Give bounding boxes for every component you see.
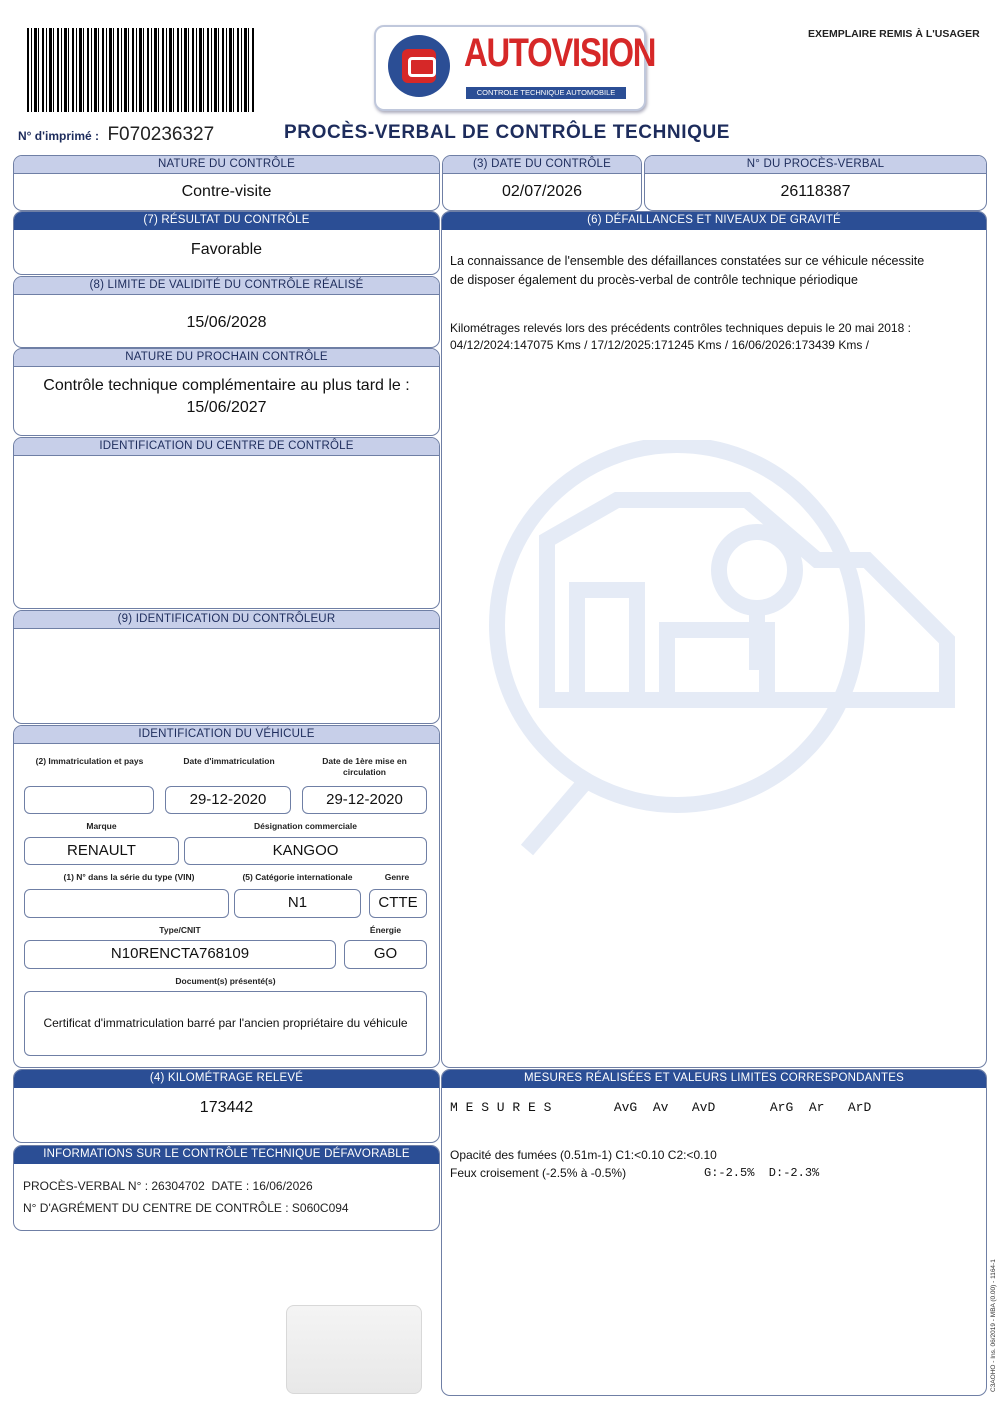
kilometrage-box — [13, 1069, 440, 1143]
copy-note: EXEMPLAIRE REMIS À L'USAGER — [808, 28, 980, 40]
defavorable-line1: PROCÈS-VERBAL N° : 26304702 DATE : 16/06/2026 — [23, 1179, 313, 1193]
controleur-box — [13, 610, 440, 724]
resultat-label: (7) RÉSULTAT DU CONTRÔLE — [14, 212, 439, 230]
logo-name: AUTOVISION — [464, 31, 656, 75]
kilometrage-label: (4) KILOMÉTRAGE RELEVÉ — [14, 1070, 439, 1088]
feux-label: Feux croisement (-2.5% à -0.5%) — [450, 1166, 627, 1180]
categorie-label: (5) Catégorie internationale — [242, 872, 353, 882]
designation-field: KANGOO — [184, 837, 427, 865]
nature-controle-value: Contre-visite — [181, 183, 272, 200]
limite-validite-box — [13, 276, 440, 348]
resultat-box — [13, 211, 440, 275]
document-title: PROCÈS-VERBAL DE CONTRÔLE TECHNIQUE — [284, 122, 731, 143]
nature-controle-box — [13, 155, 440, 211]
energie-field: GO — [344, 940, 427, 969]
kilometrages-line2: 04/12/2024:147075 Kms / 17/12/2025:171245 Kms / 16/06/2026:173439 Kms / — [450, 338, 869, 352]
defavorable-label: INFORMATIONS SUR LE CONTRÔLE TECHNIQUE DÉFAVORABLE — [14, 1146, 439, 1164]
vin-field — [24, 889, 229, 918]
mesures-label: MESURES RÉALISÉES ET VALEURS LIMITES CORRESPONDANTES — [442, 1070, 986, 1088]
stamp-area — [286, 1305, 422, 1394]
marque-field: RENAULT — [24, 837, 179, 865]
vehicule-box — [13, 725, 440, 1068]
defaillances-box — [441, 211, 987, 1068]
energie-label: Énergie — [369, 925, 402, 935]
marque-label: Marque — [86, 821, 117, 831]
defaillances-label: (6) DÉFAILLANCES ET NIVEAUX DE GRAVITÉ — [442, 212, 986, 230]
limite-validite-value: 15/06/2028 — [186, 314, 267, 331]
numero-pv-value: 26118387 — [780, 183, 851, 200]
nature-controle-label: NATURE DU CONTRÔLE — [14, 156, 439, 174]
limite-validite-label: (8) LIMITE DE VALIDITÉ DU CONTRÔLE RÉALISÉ — [14, 277, 439, 295]
numero-pv-box — [644, 155, 987, 211]
type-label: Type/CNIT — [159, 925, 201, 935]
designation-label: Désignation commerciale — [254, 821, 357, 831]
imprime-number-row — [18, 124, 214, 146]
mesures-header: M E S U R E S AvG Av AvD ArG Ar ArD — [450, 1100, 872, 1115]
date-controle-label: (3) DATE DU CONTRÔLE — [443, 156, 641, 174]
date-immat-label: Date d'immatriculation — [183, 756, 275, 766]
vehicule-label: IDENTIFICATION DU VÉHICULE — [14, 726, 439, 744]
date-circ-field: 29-12-2020 — [302, 786, 427, 814]
feux-values: G:-2.5% D:-2.3% — [704, 1166, 820, 1180]
kilometrage-value: 173442 — [199, 1099, 254, 1116]
centre-controle-box — [13, 437, 440, 609]
resultat-value: Favorable — [190, 241, 263, 258]
opacite-line: Opacité des fumées (0.51m-1) C1:<0.10 C2:<0.10 — [450, 1148, 717, 1162]
defaillances-text1: La connaissance de l'ensemble des défaillances constatées sur ce véhicule nécessite — [450, 254, 925, 268]
defavorable-line2: N° D'AGRÉMENT DU CENTRE DE CONTRÔLE : S060C094 — [23, 1201, 349, 1215]
side-reference-note: C3AOHO - Ins. 06/2019 - MBA (0.00) - 1164-1 — [990, 1259, 997, 1392]
categorie-field: N1 — [234, 889, 361, 918]
kilometrages-line1: Kilométrages relevés lors des précédents contrôles techniques depuis le 20 mai 2018 : — [450, 321, 911, 335]
watermark-car-icon — [487, 440, 987, 860]
date-immat-field: 29-12-2020 — [165, 786, 291, 814]
numero-pv-label: N° DU PROCÈS-VERBAL — [645, 156, 986, 174]
logo-tagline: CONTROLE TECHNIQUE AUTOMOBILE — [466, 87, 626, 99]
date-controle-value: 02/07/2026 — [501, 183, 583, 200]
barcode — [27, 28, 255, 112]
imprime-label: N° d'imprimé : — [18, 129, 99, 143]
genre-label: Genre — [384, 872, 410, 882]
logo-emblem-icon — [388, 35, 450, 97]
date-circ-label: Date de 1ère mise en circulation — [322, 756, 407, 777]
defavorable-box — [13, 1145, 440, 1231]
imprime-number: F070236327 — [107, 124, 215, 145]
date-controle-box — [442, 155, 642, 211]
immat-label: (2) Immatriculation et pays — [35, 756, 144, 766]
documents-label: Document(s) présenté(s) — [175, 976, 276, 986]
prochain-controle-label: NATURE DU PROCHAIN CONTRÔLE — [14, 349, 439, 367]
prochain-controle-line1: Contrôle technique complémentaire au plus tard le : — [43, 377, 410, 394]
mesures-box — [441, 1069, 987, 1396]
genre-field: CTTE — [369, 889, 427, 918]
type-field: N10RENCTA768109 — [24, 940, 336, 969]
prochain-controle-line2: 15/06/2027 — [186, 399, 267, 416]
defaillances-text2: de disposer également du procès-verbal de contrôle technique périodique — [450, 273, 858, 287]
prochain-controle-box — [13, 348, 440, 436]
autovision-logo — [374, 25, 656, 111]
documents-field: Certificat d'immatriculation barré par l'ancien propriétaire du véhicule — [24, 991, 427, 1056]
centre-controle-label: IDENTIFICATION DU CENTRE DE CONTRÔLE — [14, 438, 439, 456]
controleur-label: (9) IDENTIFICATION DU CONTRÔLEUR — [14, 611, 439, 629]
immat-field — [24, 786, 154, 814]
vin-label: (1) N° dans la série du type (VIN) — [63, 872, 195, 882]
